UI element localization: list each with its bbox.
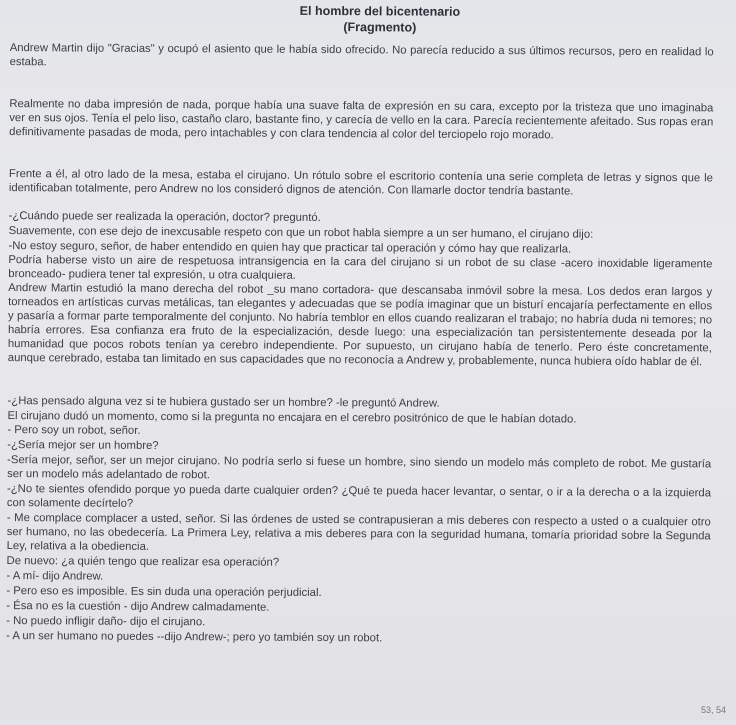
paragraph: Suavemente, con ese dejo de inexcusable respeto con que un robot habla siempre a un ser humano, el cirujano dijo: xyxy=(8,225,594,241)
paragraph: - A mí- dijo Andrew. xyxy=(6,570,104,583)
document-title: El hombre del bicentenario xyxy=(299,3,461,19)
paragraph: - Ésa no es la cuestión - dijo Andrew calmadamente. xyxy=(6,600,270,614)
paragraph: - Me complace complacer a usted, señor. Si las órdenes de usted se contrapusieran a mis deberes con respecto a usted o a cualquier otro ser humano, no las obedecería. La Primera Ley, relativa a mis deberes para con la seguridad humana, tomaría prioridad sobre la Segunda Ley, relativa a la obediencia. xyxy=(6,512,711,553)
paragraph: -Sería mejor, señor, ser un mejor cirujano. No podría serlo si fuese un hombre, sino siendo un modelo más completo de robot. Me gustaría ser un modelo más adelantado de robot. xyxy=(7,454,712,482)
paragraph: -No estoy seguro, señor, de haber entendido en quien hay que practicar tal operación y cómo hay que realizarla. xyxy=(8,240,572,256)
paragraph: -¿No te sientes ofendido porque yo pueda darte cualquier orden? ¿Qué te pueda hacer levantar, o sentar, o ir a la derecha o a la izquierda con solamente decírtelo? xyxy=(6,483,712,510)
document-subtitle: (Fragmento) xyxy=(343,20,417,35)
paragraph: Podría haberse visto un aire de respetuosa intransigencia en la cara del cirujano si un robot de su clase -acero inoxidable ligeramente bronceado- pudiera tener tal expresión, u otra cualquiera. xyxy=(8,254,713,282)
paragraph: Andrew Martin estudió la mano derecha del robot _su mano cortadora- que descansaba inmóvil sobre la mesa. Los dedos eran largos y torneados en artísticas curvas metálicas, tan elegantes y adecuadas que se podía imaginar que un bisturí encajaría perfectamente en ellos y pasaría a formar parte temporalmente del conjunto. No habría temblor en ellos cuando realizaran el trabajo; no habría duda ni temores; no habría errores. Esa confianza era fruto de la especialización, desde luego: una especialización tan persistentemente deseada por la humanidad que pocos robots tenían ya cerebro independiente. Por supuesto, un cirujano había de tenerlo. Pero éste concretamente, aunque cerebrado, estaba tan limitado en sus capacidades que no reconocía a Andrew y, probablemente, nunca hubiera oído hablar de él. xyxy=(7,282,713,368)
paragraph: - No puedo infligir daño- dijo el cirujano. xyxy=(6,615,206,629)
paragraph: - A un ser humano no puedes --dijo Andrew-; pero yo también soy un robot. xyxy=(6,630,383,645)
paragraph: - Pero eso es imposible. Es sin duda una operación perjudicial. xyxy=(6,585,322,599)
paragraph: El cirujano dudó un momento, como si la pregunta no encajara en el cerebro positrónico de que le habían dotado. xyxy=(7,410,577,426)
paragraph: Frente a él, al otro lado de la mesa, estaba el cirujano. Un rótulo sobre el escritorio contenía una serie completa de letras y signos que le identificaban totalmente, pero Andrew no los consideró dignos de atención. Con llamarle doctor tendría bastante. xyxy=(8,168,713,198)
paragraph: De nuevo: ¿a quién tengo que realizar esa operación? xyxy=(6,555,280,569)
paragraph: -¿Sería mejor ser un hombre? xyxy=(7,439,159,452)
paragraph: - Pero soy un robot, señor. xyxy=(7,424,141,437)
paragraph: -¿Cuándo puede ser realizada la operación, doctor? preguntó. xyxy=(8,210,321,224)
page-number: 53, 54 xyxy=(700,705,726,715)
paragraph: Andrew Martin dijo "Gracias" y ocupó el asiento que le había sido ofrecido. No parecía reducido a sus últimos recursos, pero en realidad lo estaba. xyxy=(9,42,714,69)
paragraph: Realmente no daba impresión de nada, porque había una suave falta de expresión en su cara, excepto por la tristeza que uno imaginaba ver en sus ojos. Tenía el pelo liso, castaño claro, bastante fino, y carecía de vello en la cara. Parecía recientemente afeitado. Sus ropas eran definitivamente pasadas de moda, pero intachables y con clara tendencia al color del terciopelo rojo morado. xyxy=(9,98,714,142)
paragraph: -¿Has pensado alguna vez si te hubiera gustado ser un hombre? -le preguntó Andrew. xyxy=(7,395,440,410)
